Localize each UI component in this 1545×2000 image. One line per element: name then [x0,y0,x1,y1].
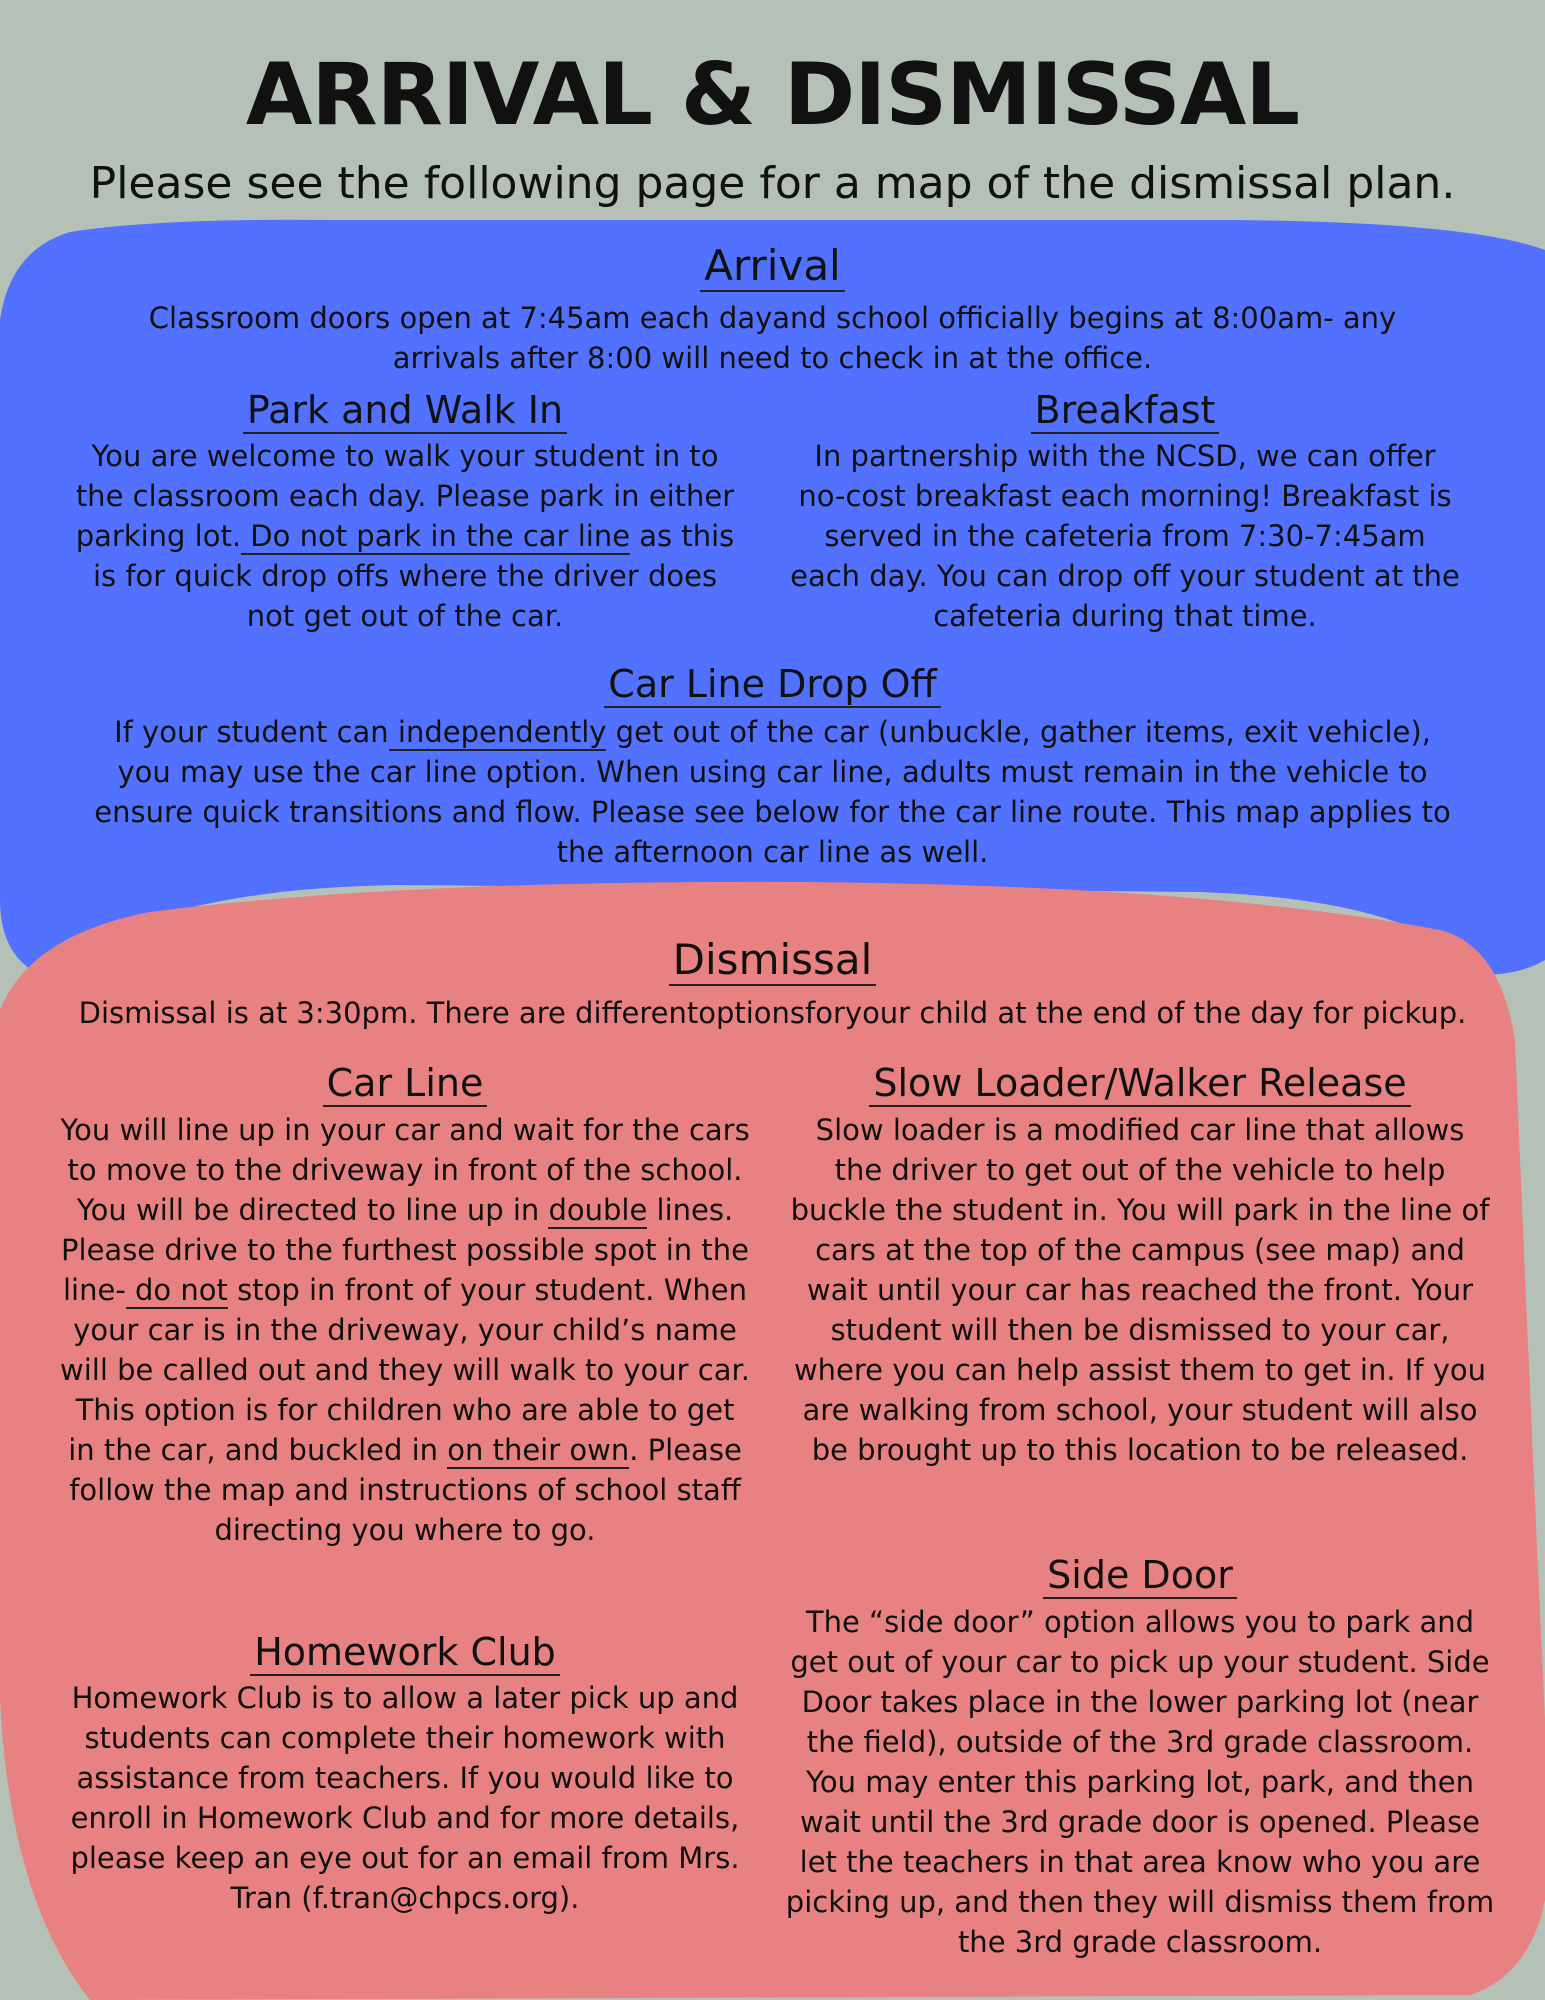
slow-loader-text: Slow loader is a modified car line that allows the driver to get out of the vehicle to help buckle the student in. You will park in the line of cars at the top of the campus (see map) and wait until your car has reached the front. Your student will then be dismissed to your car, where you can help assist them to get in. If you are walking from school, your student will also be brought up to this location to be released. [790,1113,1490,1467]
park-walk-heading: Park and Walk In [70,390,740,432]
car-line-heading: Car Line [60,1063,750,1105]
dismissal-intro: Dismissal is at 3:30pm. There are differentoptionsforyour child at the end of the day for pickup. [78,996,1467,1030]
arrival-heading: Arrival [0,243,1545,289]
homework-club-text: Homework Club is to allow a later pick up and students can complete their homework with assistance from teachers. If you would like to enroll in Homework Club and for more details, please keep an eye out for an email from Mrs. Tran (f.tran@chpcs.org). [70,1681,740,1915]
side-door-heading: Side Door [790,1555,1490,1597]
park-walk-text: You are welcome to walk your student in to the classroom each day. Please park in either parking lot. Do not park in the car line as this is for quick drop offs where the driver does not get out of the car. [75,439,735,633]
car-line-text: You will line up in your car and wait for the cars to move to the driveway in front of the school. You will be directed to line up in double lines. Please drive to the furthest possible spot in the line- do not stop in front of your student. When your car is in the driveway, your child’s name will be called out and they will walk to your car. This option is for children who are able to get in the car, and buckled in on their own. Please follow the map and instructions of school staff directing you where to go. [60,1113,750,1547]
breakfast-text: In partnership with the NCSD, we can offer no-cost breakfast each morning! Breakfast is served in the cafeteria from 7:30-7:45am each day. You can drop off your student at the cafeteria during that time. [790,439,1460,633]
car-line-drop-off-heading: Car Line Drop Off [0,664,1545,706]
dismissal-heading: Dismissal [0,937,1545,983]
breakfast-heading: Breakfast [790,390,1460,432]
page-title: ARRIVAL & DISMISSAL [245,45,1300,145]
page-subtitle: Please see the following page for a map of the dismissal plan. [89,158,1456,209]
arrival-intro: Classroom doors open at 7:45am each dayand school officially begins at 8:00am- any arrivals after 8:00 will need to check in at the office. [148,301,1397,375]
slow-loader-heading: Slow Loader/Walker Release [790,1063,1490,1105]
homework-club-heading: Homework Club [60,1632,750,1674]
car-line-drop-off-text: If your student can independently get out of the car (unbuckle, gather items, exit vehicle), you may use the car line option. When using car line, adults must remain in the vehicle to ensure quick transitions and flow. Please see below for the car line route. This map applies to the afternoon car line as well. [94,715,1451,869]
side-door-text: The “side door” option allows you to park and get out of your car to pick up your student. Side Door takes place in the lower parking lot (near the field), outside of the 3rd grade classroom. You may enter this parking lot, park, and then wait until the 3rd grade door is opened. Please let the teachers in that area know who you are picking up, and then they will dismiss them from the 3rd grade classroom. [785,1605,1495,1959]
